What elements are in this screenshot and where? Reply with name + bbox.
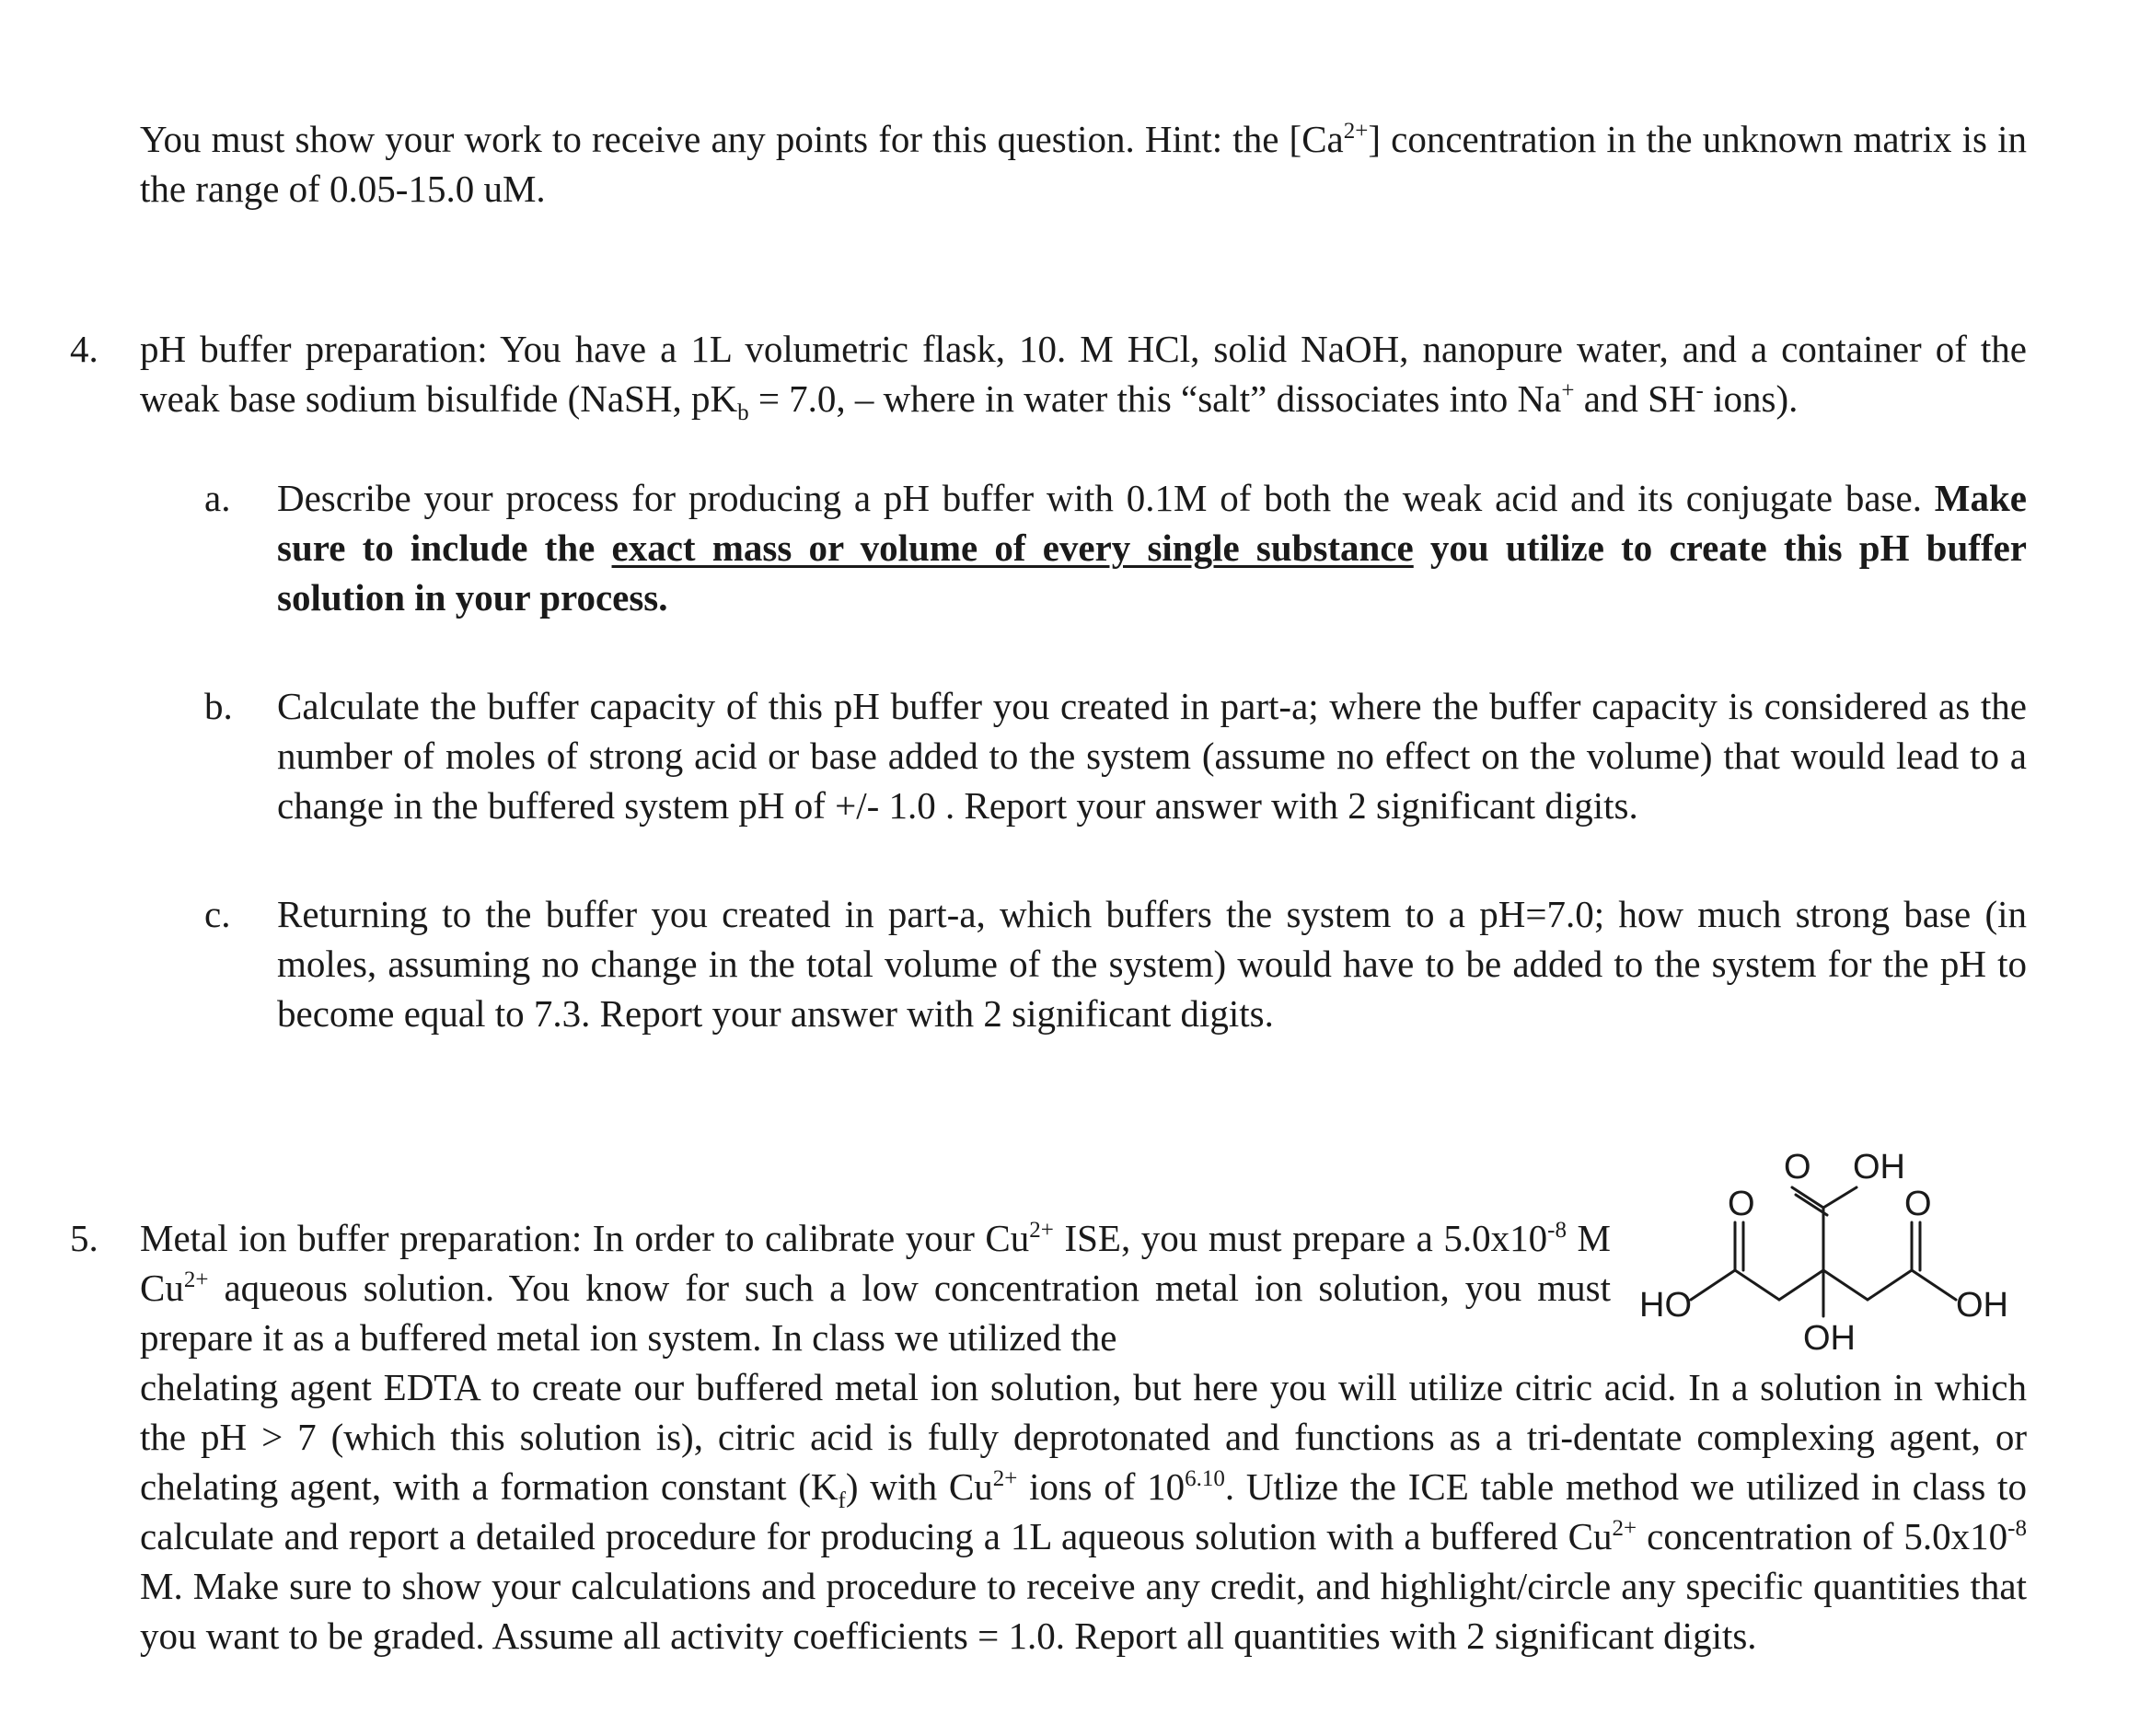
- q5-text-4: aqueous solution. You know for such a low concentration metal ion solution, you must prepare it as a buffered metal ion system. In class we utilized the: [140, 1267, 1611, 1359]
- q4-superscript-plus: +: [1561, 378, 1575, 403]
- label-top-oh: OH: [1853, 1148, 1905, 1186]
- bond-right-c-oh: [1912, 1270, 1956, 1300]
- q5-text-7: ions of 10: [1017, 1465, 1186, 1508]
- q5-superscript-6: 2+: [1612, 1516, 1637, 1541]
- label-right-oh: OH: [1956, 1286, 2008, 1325]
- q5-superscript-7: -8: [2007, 1516, 2027, 1541]
- question-4-number: 4.: [70, 328, 98, 370]
- question-5-number: 5.: [70, 1217, 98, 1259]
- q4a-bold-underlined: exact mass or volume of every single substance: [611, 527, 1414, 569]
- citric-acid-structure: [1615, 1141, 2094, 1353]
- q4a-bold-2: you utilize to create this pH buffer solution in your process.: [277, 527, 2027, 619]
- question-4-text: [140, 324, 2027, 423]
- q5-text-10: M. Make sure to show your calculations and procedure to receive any credit, and highlight/circle any specific quantities that you want to be graded. Assume all activity coefficients = 1.0. Report all quantities with 2 significant digits.: [140, 1565, 2027, 1657]
- question-4a-text: [277, 473, 2027, 622]
- question-4c-label: c.: [204, 893, 231, 935]
- question-4b-label: b.: [204, 685, 233, 727]
- q5-text-5: chelating agent EDTA to create our buffered metal ion solution, but here you will utilize citric acid. In a solution in which the pH > 7 (which this solution is), citric acid is fully deprotonated and functions as a tri-dentate complexing agent, or chelating agent, with a formation constant (K: [140, 1366, 2027, 1508]
- q5-text-9: concentration of 5.0x10: [1637, 1515, 2008, 1557]
- q5-superscript-2: -8: [1547, 1218, 1567, 1243]
- bond-top-c-o-double: [1796, 1195, 1827, 1215]
- q5-superscript-5: 6.10: [1185, 1466, 1225, 1491]
- q4-text-2: = 7.0, – where in water this “salt” dissociates into Na: [748, 377, 1562, 420]
- intro-superscript: 2+: [1343, 119, 1369, 144]
- q5-text-3: M Cu: [140, 1217, 1611, 1309]
- bond-left-c-ch2: [1735, 1270, 1779, 1300]
- intro-text-1: You must show your work to receive any points for this question. Hint: the [Ca: [140, 118, 1344, 160]
- bond-left-ch2-center: [1779, 1270, 1823, 1300]
- label-left-o: O: [1728, 1185, 1755, 1223]
- question-4c-text: Returning to the buffer you created in part-a, which buffers the system to a pH=7.0; how much strong base (in moles, assuming no change in the total volume of the system) would have to be added to the system for the pH to become equal to 7.3. Report your answer with 2 significant digits.: [277, 893, 2027, 1035]
- question-4a-label: a.: [204, 477, 231, 519]
- bond-right-center-ch2: [1823, 1270, 1868, 1300]
- question-5-text-top: [140, 1213, 1611, 1362]
- q4a-text: Describe your process for producing a pH buffer with 0.1M of both the weak acid and its conjugate base.: [277, 477, 1935, 519]
- bond-right-ch2-c: [1868, 1270, 1912, 1300]
- label-right-o: O: [1904, 1185, 1932, 1223]
- q4a-bold-1: Make sure to include the: [277, 477, 2027, 569]
- q4-text-4: ions).: [1703, 377, 1799, 420]
- q4-subscript-b: b: [737, 400, 749, 425]
- intro-paragraph: [140, 114, 2027, 214]
- question-4b-text: Calculate the buffer capacity of this pH buffer you created in part-a; where the buffer capacity is considered as the number of moles of strong acid or base added to the system (assume no effect on the volume) that would lead to a change in the buffered system pH of +/- 1.0 . Report your answer with 2 significant digits.: [277, 685, 2027, 827]
- label-center-oh: OH: [1803, 1319, 1856, 1353]
- q4-text-1: pH buffer preparation: You have a 1L volumetric flask, 10. M HCl, solid NaOH, nanopure water, and a container of the weak base sodium bisulfide (NaSH, pK: [140, 328, 2027, 420]
- q5-text-2: ISE, you must prepare a 5.0x10: [1053, 1217, 1548, 1259]
- q5-text-8: . Utlize the ICE table method we utilized in class to calculate and report a detailed procedure for producing a 1L aqueous solution with a buffered Cu: [140, 1465, 2027, 1557]
- bond-top-c-oh: [1823, 1187, 1857, 1208]
- label-left-ho: HO: [1639, 1286, 1692, 1325]
- q5-superscript-4: 2+: [992, 1466, 1018, 1491]
- bond-top-c-o: [1792, 1187, 1823, 1208]
- bond-left-ho-c: [1691, 1270, 1735, 1300]
- q4-superscript-minus: -: [1695, 378, 1704, 403]
- q5-subscript-f: f: [838, 1488, 846, 1513]
- q5-text-1: Metal ion buffer preparation: In order to calibrate your Cu: [140, 1217, 1030, 1259]
- q4-text-3: and SH: [1574, 377, 1696, 420]
- label-top-o: O: [1784, 1148, 1811, 1186]
- q5-superscript-1: 2+: [1029, 1218, 1054, 1243]
- q5-superscript-3: 2+: [183, 1267, 209, 1292]
- intro-text-2: ] concentration in the unknown matrix is in the range of 0.05-15.0 uM.: [140, 118, 2028, 210]
- question-5-text-bottom: [140, 1362, 2027, 1661]
- q5-text-6: ) with Cu: [845, 1465, 993, 1508]
